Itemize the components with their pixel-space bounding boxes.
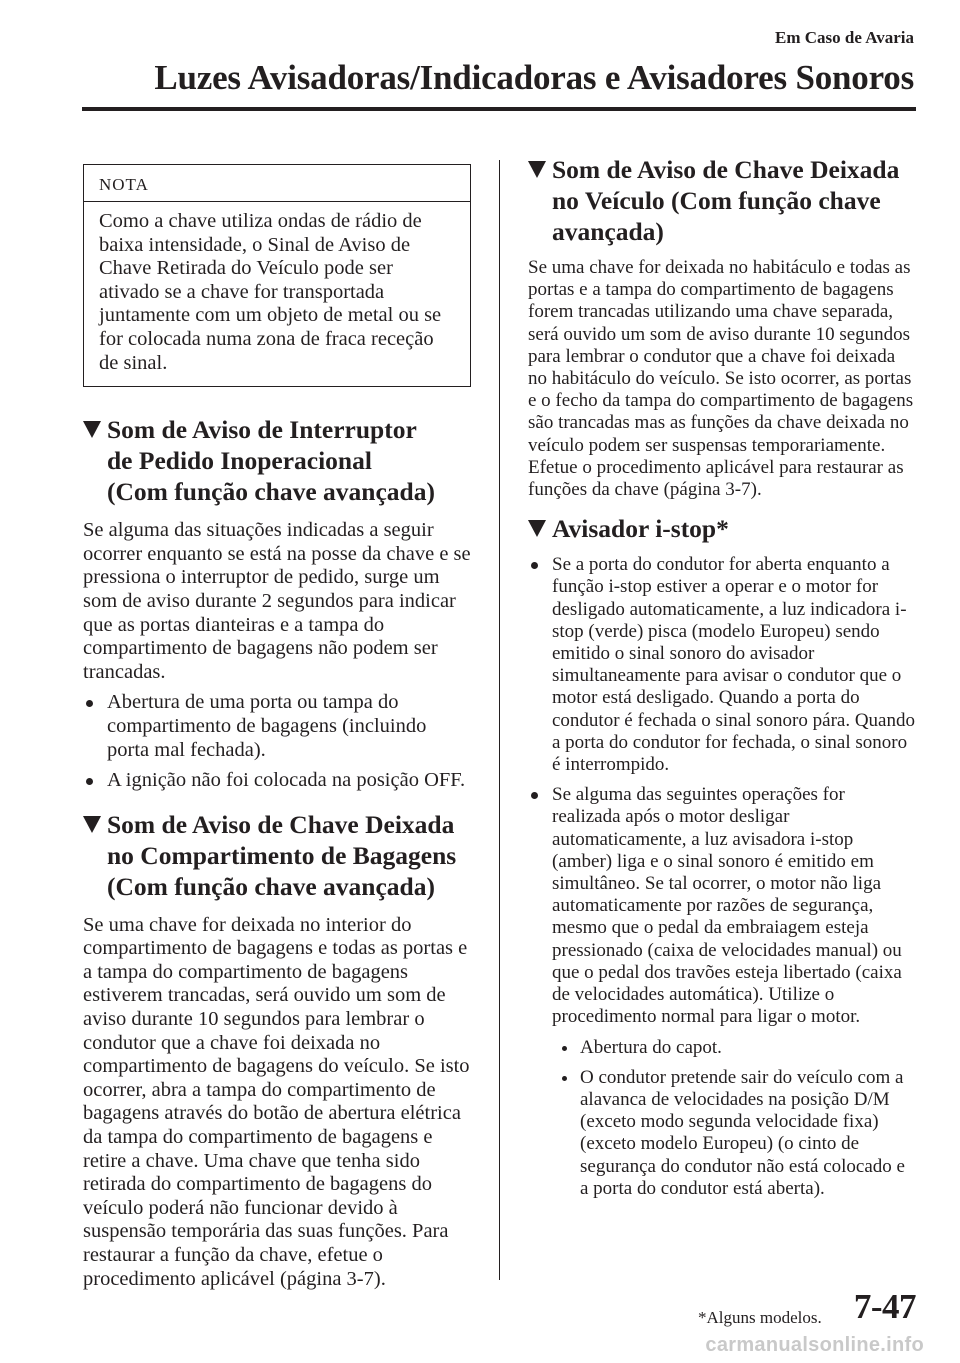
- sub-bullet-list: [528, 1037, 915, 1200]
- section-heading: [83, 414, 471, 507]
- heading-line: Avisador i-stop*: [552, 514, 729, 544]
- triangle-bullet-icon: [83, 421, 101, 438]
- section-body: Se alguma das situações indicadas a seguir ocorrer enquanto se está na posse da chave e se pressiona o interruptor de pedido, surge um som de aviso durante 2 segundos para indicar que as portas dianteiras e a tampa do compartimento de bagagens não podem ser trancadas.: [83, 519, 471, 683]
- section-body: Se uma chave for deixada no habitáculo e todas as portas e a tampa do compartimento de bagagens forem trancadas utilizando uma chave separada, será ouvido um som de aviso durante 10 segundos para lembrar o condutor que a chave foi deixada no habitáculo do veículo. Se isto ocorrer, as portas e o fecho da tampa do compartimento de bagagens são trancadas mas as funções da chave deixada no veículo podem ser suspensas temporariamente.: [528, 257, 914, 456]
- triangle-bullet-icon: [83, 816, 101, 833]
- heading-line: Som de Aviso de Chave Deixada: [107, 809, 455, 839]
- page-number: 7-47: [853, 1287, 916, 1326]
- list-item: Abertura do capot.: [528, 1037, 915, 1059]
- triangle-bullet-icon: [528, 161, 546, 178]
- heading-line: no Compartimento de Bagagens: [107, 840, 457, 870]
- heading-line: (Com função chave avançada): [107, 871, 435, 901]
- heading-line: Som de Aviso de Interruptor: [107, 415, 417, 445]
- section-heading: [83, 809, 471, 902]
- note-box: [83, 164, 471, 387]
- header-rule: [82, 107, 916, 111]
- heading-line: no Veículo (Com função chave: [552, 186, 881, 215]
- triangle-bullet-icon: [528, 520, 546, 537]
- heading-line: Som de Aviso de Chave Deixada: [552, 155, 900, 184]
- heading-line: (Com função chave avançada): [107, 477, 435, 507]
- right-column: [528, 154, 915, 1200]
- list-item: Abertura de uma porta ou tampa do compartimento de bagagens (incluindo porta mal fechada).: [83, 691, 471, 762]
- list-item: Se a porta do condutor for aberta enquanto a função i-stop estiver a operar e o motor for desligado automaticamente, a luz indicadora i-stop (verde) pisca (modelo Europeu) sendo emitido o sinal sonoro do avisador simultaneamente para avisar o condutor que o motor está desligado. Quando a porta do condutor é fechada o sinal sonoro pára. Quando a porta do condutor for fechada, o sinal sonoro é interrompido.: [528, 554, 915, 776]
- list-item: Se alguma das seguintes operações for realizada após o motor desligar automaticamente, a luz avisadora i-stop (amber) liga e o sinal sonoro é emitido em simultâneo. Se tal ocorrer, o motor não liga automaticamente por razões de segurança, mesmo que o pedal da embraiagem esteja pressionado (caixa de velocidades manual) ou que o pedal dos travões esteja libertado (caixa de velocidades automática). Utilize o procedimento normal para ligar o motor.: [528, 784, 915, 1028]
- heading-line: avançada): [552, 217, 664, 246]
- page-title: Luzes Avisadoras/Indicadoras e Avisadores Sonoros: [154, 58, 914, 97]
- section-body: Efetue o procedimento aplicável para restaurar as funções da chave (página 3-7).: [528, 456, 904, 501]
- section-name: Em Caso de Avaria: [775, 28, 914, 47]
- bullet-list: [528, 554, 915, 1028]
- footnote: *Alguns modelos.: [698, 1308, 822, 1327]
- column-divider: [499, 160, 500, 1280]
- watermark: carmanualsonline.info: [705, 1334, 924, 1356]
- section-heading: [528, 154, 915, 247]
- list-item: O condutor pretende sair do veículo com a alavanca de velocidades na posição D/M (exceto modo segunda velocidade fixa) (exceto modelo Europeu) (o cinto de segurança do condutor não está colocado e a porta do condutor está aberta).: [528, 1067, 915, 1200]
- list-item: A ignição não foi colocada na posição OFF.: [83, 769, 471, 793]
- section-body: Se uma chave for deixada no interior do compartimento de bagagens e todas as portas e a tampa do compartimento de bagagens estiverem trancadas, será ouvido um som de aviso durante 10 segundos para lembrar o condutor que a chave foi deixada no compartimento de bagagens do veículo. Se isto ocorrer, abra a tampa do compartimento de bagagens através do botão de abertura elétrica da tampa do compartimento de bagagens e retire a chave. Uma chave que tenha sido retirada do compartimento de bagagens do veículo poderá não funcionar devido à suspensão temporária das suas funções. Para restaurar a função da chave, efetue o procedimento aplicável (página 3-7).: [83, 913, 470, 1290]
- left-column: [83, 164, 471, 1291]
- bullet-list: [83, 691, 471, 792]
- note-label: NOTA: [84, 165, 470, 202]
- heading-line: de Pedido Inoperacional: [107, 446, 372, 476]
- section-heading: [528, 513, 915, 544]
- note-text: Como a chave utiliza ondas de rádio de baixa intensidade, o Sinal de Aviso de Chave Retirada do Veículo pode ser ativado se a chave for transportada juntamente com um objeto de metal ou se for colocada numa zona de fraca receção de sinal.: [99, 210, 442, 374]
